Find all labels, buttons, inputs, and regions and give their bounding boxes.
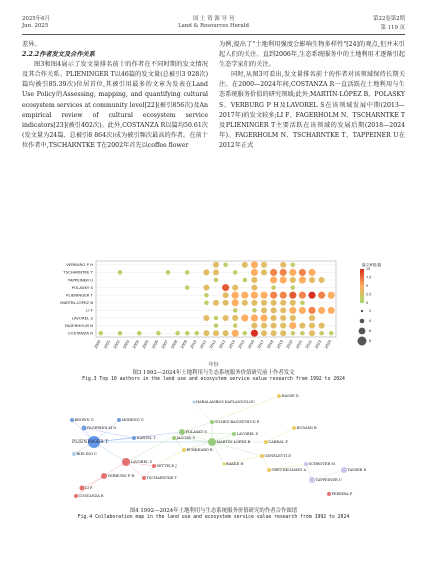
network-node-label: GRET-REGAMEY A: [271, 467, 307, 472]
network-node-label: COSTANZA R: [78, 493, 104, 498]
x-tick-label: 2010: [189, 339, 198, 350]
bubble: [251, 323, 257, 329]
bubble: [241, 314, 248, 321]
y-tick-label: PLIENINGER T: [66, 292, 93, 298]
header-volume: 第22卷第2期: [373, 16, 405, 22]
bubble: [232, 292, 239, 299]
x-tick-label: 2000: [93, 339, 102, 350]
figure-3-caption-en: Fig.3 Top 10 authors in the land use and ecosystem service value research from 1992 to 2024: [82, 377, 345, 382]
bubble: [319, 277, 325, 283]
bubble: [166, 270, 171, 275]
bubble: [175, 331, 180, 336]
size-legend-label: 8: [369, 339, 372, 344]
bubble: [261, 307, 267, 313]
size-legend-dot: [359, 328, 366, 335]
x-tick-label: 2015: [237, 339, 246, 350]
bubble: [309, 330, 315, 336]
bubble: [290, 277, 296, 283]
bubble: [156, 331, 161, 336]
bubble: [299, 323, 305, 329]
network-node-label: PLIENINGER T: [72, 439, 109, 445]
bubble-chart: [30, 255, 400, 360]
color-legend-tick: 7.5: [366, 275, 372, 280]
network-node-label: BROWN G: [74, 417, 94, 422]
bubble: [261, 323, 267, 329]
bubble: [289, 307, 296, 314]
bubble: [328, 292, 335, 299]
bubble: [232, 299, 239, 306]
x-tick-label: 2002: [112, 339, 121, 350]
bubble: [280, 292, 287, 299]
bubble: [252, 308, 257, 313]
bubble: [214, 278, 219, 283]
bubble: [300, 331, 305, 336]
bubble: [319, 323, 325, 329]
header-rule: [22, 34, 405, 35]
bubble: [270, 292, 277, 299]
bubble: [290, 300, 296, 306]
x-tick-label: 2013: [218, 339, 227, 350]
bubble: [251, 330, 258, 337]
network-node-label: BURKHARD B: [186, 447, 213, 452]
x-tick-label: 2003: [122, 339, 131, 350]
network-node-label: LAVOREL S: [130, 459, 153, 464]
x-tick-label: 2005: [141, 339, 150, 350]
network-node-label: TSCHARNTKE T: [146, 475, 177, 480]
bubble: [185, 285, 190, 290]
network-node-label: HASSE D: [281, 393, 299, 398]
bubble: [251, 300, 257, 306]
bubble: [299, 307, 306, 314]
network-node-label: HARTEL T: [136, 435, 156, 440]
bubble: [214, 316, 219, 321]
bubble: [251, 261, 258, 268]
bubble: [204, 300, 209, 305]
bubble: [233, 323, 238, 328]
bubble: [233, 308, 238, 313]
bubble: [118, 270, 123, 275]
bubble: [280, 262, 286, 268]
bubble: [251, 277, 257, 283]
color-legend-bar: [360, 269, 364, 303]
network-node-label: SETTELE J: [156, 463, 177, 468]
network-node-label: LAVOREL S: [236, 431, 259, 436]
journal-title-en: Land & Resources Herald: [178, 23, 249, 29]
network-node-label: CABRAL P: [268, 439, 288, 444]
bubble: [213, 262, 219, 268]
color-legend-tick: 10: [366, 267, 371, 272]
network-node-label: TAPPEINER U: [315, 477, 342, 482]
size-legend-dot: [358, 337, 367, 346]
bubble: [308, 307, 315, 314]
x-tick-label: 2014: [228, 339, 237, 350]
bubble: [271, 323, 277, 329]
x-tick-label: 2023: [314, 339, 323, 350]
bubble: [280, 300, 286, 306]
size-legend-dot: [361, 310, 363, 312]
bubble: [251, 314, 258, 321]
network-node-label: VERBURG P H: [107, 473, 135, 478]
bubble: [222, 284, 229, 291]
bubble: [271, 307, 277, 313]
bubble: [233, 270, 238, 275]
right-column: [219, 40, 405, 151]
network-node-label: SCHROTER M: [308, 461, 336, 466]
network-node-label: BAKKE H: [226, 461, 244, 466]
size-legend-dot: [360, 319, 365, 324]
size-legend-label: 2: [369, 309, 372, 314]
bubble: [203, 315, 209, 321]
bubble: [329, 331, 334, 336]
bubble: [232, 285, 238, 291]
network-labels: [44, 390, 384, 500]
header-page: 第 119 页: [380, 25, 405, 31]
bubble: [289, 322, 296, 329]
y-tick-label: LAVOREL S: [71, 315, 93, 321]
network-node-label: JACOBS S: [176, 435, 195, 440]
y-tick-label: LI F: [86, 307, 93, 313]
bubble: [289, 292, 296, 299]
bubble: [98, 331, 103, 336]
bubble: [137, 331, 142, 336]
x-tick-label: 2006: [151, 339, 160, 350]
y-tick-label: POLASKY S: [71, 284, 93, 290]
bubble: [214, 323, 219, 328]
bubble: [232, 330, 239, 337]
bubble: [319, 331, 324, 336]
bubble: [261, 300, 267, 306]
y-tick-label: MARTÍN-LÓPEZ B: [60, 300, 93, 306]
network-node-label: PEREIRA P: [331, 491, 353, 496]
bubble: [328, 307, 335, 314]
bubble: [271, 285, 276, 290]
bubble: [280, 276, 287, 283]
bubble: [270, 269, 277, 276]
bubble: [203, 269, 209, 275]
bubble: [251, 269, 258, 276]
bubble: [118, 331, 123, 336]
paragraph: 为例,提出了"土地利用强度会影响生物多样性"[24]的观点,但并未引起人们的关注。直到2006年,生态系统服务中的土地利用才逐渐引起生态学家们的关注。: [219, 41, 405, 69]
color-legend-tick: 0: [366, 301, 369, 306]
header-date-en: Jun. 2025: [22, 23, 49, 29]
bubble: [270, 276, 277, 283]
size-legend-label: 4: [369, 319, 372, 324]
bubble: [223, 315, 229, 321]
x-tick-label: 2017: [256, 339, 265, 350]
y-tick-label: TAPPEINER U: [67, 277, 93, 283]
bubble: [271, 315, 277, 321]
x-tick-label: 2007: [160, 339, 169, 350]
network-node-label: RUDAMI B: [296, 425, 317, 430]
network-node-label: GENELETTI D: [264, 453, 292, 458]
left-column: [22, 40, 208, 151]
bubble: [280, 323, 286, 329]
x-tick-label: 2009: [180, 339, 189, 350]
bubble: [251, 292, 258, 299]
x-tick-label: 2018: [266, 339, 275, 350]
bubble: [318, 307, 325, 314]
network-node-label: TASSER E: [347, 467, 367, 472]
x-tick-label: 2008: [170, 339, 179, 350]
x-tick-label: 2001: [103, 339, 112, 350]
figure-4-caption-en: Fig.4 Collaboration map in the land use and ecosystem service value research from 1992 to 2024: [77, 515, 350, 520]
bubble: [203, 330, 209, 336]
bubble: [185, 270, 190, 275]
color-legend-tick: 5: [366, 284, 369, 289]
bubble: [260, 314, 267, 321]
size-legend-label: 6: [369, 329, 372, 334]
x-tick-label: 2016: [247, 339, 256, 350]
y-tick-label: TSCHARNTKE T: [63, 269, 93, 275]
bubble: [223, 300, 229, 306]
bubble: [223, 330, 229, 336]
bubble: [289, 269, 296, 276]
bubble: [271, 330, 277, 336]
x-tick-label: 2020: [285, 339, 294, 350]
paragraph: 差异。: [22, 41, 41, 48]
paragraph: 同时,从图3可看出,发文量排名前十的作者对该领域保持长期关注。在2000—2024年间,COSTANZA R一直活跃在土地利用与生态系统服务价值的研究领域;此外,MARTÍN-LÓPEZ B、POLASKY S、VERBURG P H及LAVOREL S在该领域发展中期(2013—2017年)的发文较多;LI F、FAGERHOLM N、TSCHARNTKE T及PLIENINGER T主要活跃在该领域的发展后期(2018—2024年)。FAGERHOLM N、TSCHARNTKE T、TAPPEINER U在2012年正式: [219, 71, 405, 149]
network-node-label: MORENO G: [121, 417, 144, 422]
figure-4-caption-cn: 图4 1992—2024年土地利用与生态系统服务价值研究的作者合作图谱: [129, 508, 298, 514]
bubble: [223, 292, 229, 298]
bubble: [271, 300, 277, 306]
bubble: [241, 292, 248, 299]
y-tick-label: FAGERHOLM N: [64, 322, 93, 328]
bubble: [232, 315, 238, 321]
bubble: [280, 330, 286, 336]
figure-3: [30, 255, 400, 360]
bubble: [299, 276, 306, 283]
bubble: [242, 278, 247, 283]
color-legend-title: 篇文章数/篇: [362, 263, 382, 267]
x-tick-label: 2011: [199, 339, 208, 350]
bubble: [309, 323, 315, 329]
network-node-label: POLASKY S: [185, 429, 207, 434]
bubble: [299, 269, 306, 276]
bubble: [290, 262, 295, 267]
network-node-label: MARTÍN-LÓPEZ B: [216, 439, 251, 444]
x-tick-label: 2012: [208, 339, 217, 350]
bubble: [309, 315, 315, 321]
bubble: [251, 285, 257, 291]
network-node-label: FAGERHOLM N: [87, 425, 117, 430]
bubble: [223, 262, 228, 267]
network-node-label: GOMEZ-BAGGETHUN E: [214, 419, 260, 424]
figure-3-caption-cn: 图3 1992—2024年土地利用与生态系统服务价值研究前十作者发文: [132, 370, 295, 376]
bubble: [290, 285, 295, 290]
bubble: [290, 331, 295, 336]
bubble: [260, 292, 267, 299]
y-tick-label: VERBURG P H: [66, 262, 93, 268]
network-node-label: HARALAMBOS KAPLANOGLOU: [196, 399, 255, 404]
bubble: [261, 330, 267, 336]
network-node-label: LI F: [85, 485, 93, 490]
bubble: [194, 331, 199, 336]
bubble: [290, 315, 296, 321]
bubble: [280, 269, 287, 276]
bubble: [242, 262, 248, 268]
bubble: [299, 292, 306, 299]
bubble: [261, 262, 267, 268]
bubble: [213, 330, 219, 336]
network-node-label: BIELING C: [76, 451, 97, 456]
x-tick-label: 2004: [132, 339, 141, 350]
bubble: [300, 300, 305, 305]
bubble: [318, 292, 325, 299]
bubble: [280, 307, 286, 313]
bubble: [213, 269, 219, 275]
journal-title-cn: 国 土 资 源 导 刊: [193, 16, 234, 22]
bubble: [213, 300, 219, 306]
header-date-cn: 2025年6月: [22, 16, 50, 22]
bubble: [308, 269, 315, 276]
bubble: [308, 292, 315, 299]
y-tick-label: COSTANZA R: [67, 330, 93, 336]
x-tick-label: 2021: [295, 339, 304, 350]
x-tick-label: 2022: [304, 339, 313, 350]
section-heading: 2.2.2作者发文及合作关系: [22, 51, 95, 59]
bubble: [242, 300, 248, 306]
color-legend-tick: 2.5: [366, 292, 372, 297]
x-tick-label: 2019: [276, 339, 285, 350]
figure-3-xlabel: 年份: [208, 362, 219, 368]
bubble: [204, 293, 209, 298]
bubble: [280, 315, 286, 321]
paragraph: 图3和图4展示了发文量排名前十的作者在不同时期的发文情况及其合作关系。PLIENINGER T以46篇的发文量(总被引3 928次)篇均被引85.39次)位居首位,其被引用最多的文章为发表在Land Use Policy的Assessing, mapping, and quantifying cultural ecosystem services at community level[22](被引856次)及An empirical review of cultural ecosystem service indicators[23](被引402次)。此外,COSTANZA R以篇均50.61次(发文量为24篇、总被引8 864次)成为被引频次最高的作者。在前十位作者中,TSCHARNTKE T在2002年首先以coffee flower: [22, 61, 208, 149]
bubble: [309, 277, 315, 283]
bubble: [242, 331, 247, 336]
bubble: [261, 269, 267, 275]
bubble: [185, 331, 190, 336]
x-tick-label: 2024: [324, 339, 333, 350]
bubble: [203, 285, 209, 291]
